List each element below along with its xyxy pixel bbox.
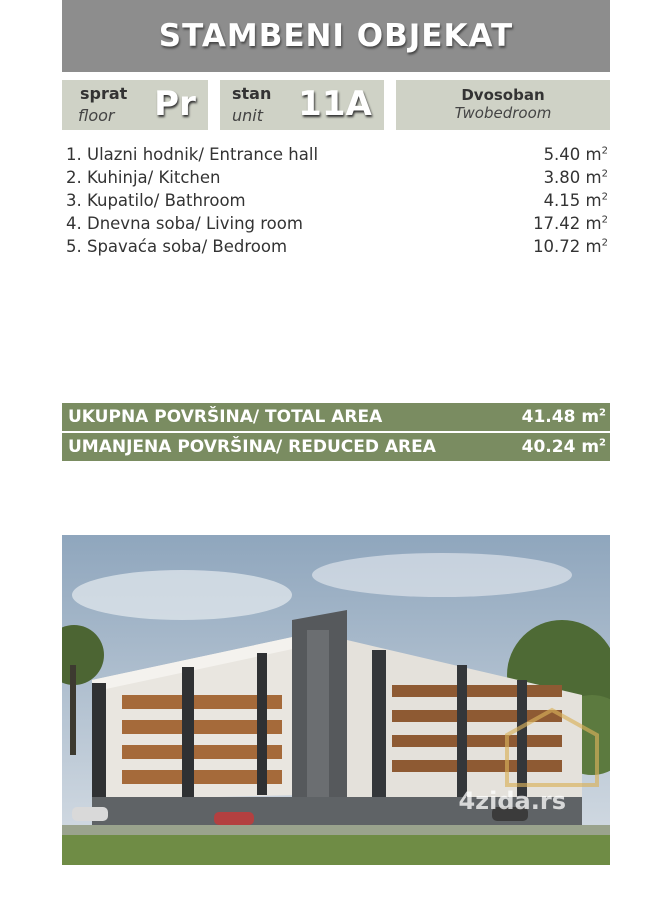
watermark-text: 4zida.rs <box>458 787 566 815</box>
list-item <box>66 191 610 214</box>
unit-label-cell <box>220 80 286 130</box>
total-area-label: UKUPNA POVRŠINA/ TOTAL AREA <box>68 407 383 427</box>
header-bar <box>62 0 610 72</box>
building-rendering <box>62 535 610 865</box>
floor-label-cell <box>62 80 142 130</box>
building-illustration <box>62 535 610 865</box>
room-name: 3. Kupatilo/ Bathroom <box>66 191 246 210</box>
list-item <box>66 214 610 237</box>
reduced-area-bar <box>62 433 610 461</box>
room-name: 1. Ulazni hodnik/ Entrance hall <box>66 145 319 164</box>
unit-label-sr: stan <box>232 84 272 103</box>
unit-type-cell <box>396 80 610 130</box>
reduced-area-label: UMANJENA POVRŠINA/ REDUCED AREA <box>68 437 436 457</box>
floor-value-cell <box>142 80 208 130</box>
floor-label-en: floor <box>78 106 115 125</box>
floor-value: Pr <box>154 84 196 124</box>
unit-label-en: unit <box>232 106 263 125</box>
room-area: 5.40 $m^2$ <box>543 145 608 164</box>
unit-value-cell <box>286 80 384 130</box>
list-item <box>66 168 610 191</box>
reduced-area-value: 40.24 $m^2$ <box>521 437 606 457</box>
room-name: 2. Kuhinja/ Kitchen <box>66 168 221 187</box>
unit-type-en: Twobedroom <box>454 104 552 122</box>
unit-value: 11A <box>298 84 372 124</box>
room-area: 3.80 $m^2$ <box>543 168 608 187</box>
list-item <box>66 145 610 168</box>
page-title: STAMBENI OBJEKAT <box>158 18 514 54</box>
room-area: 17.42 $m^2$ <box>533 214 608 233</box>
list-item <box>66 237 610 260</box>
room-name: 5. Spavaća soba/ Bedroom <box>66 237 288 256</box>
total-area-bar <box>62 403 610 431</box>
room-list <box>66 145 610 260</box>
room-area: 4.15 $m^2$ <box>543 191 608 210</box>
room-name: 4. Dnevna soba/ Living room <box>66 214 303 233</box>
room-area: 10.72 $m^2$ <box>533 237 608 256</box>
total-area-value: 41.48 $m^2$ <box>521 407 606 427</box>
floor-label-sr: sprat <box>80 84 128 103</box>
unit-type-sr: Dvosoban <box>461 86 545 104</box>
